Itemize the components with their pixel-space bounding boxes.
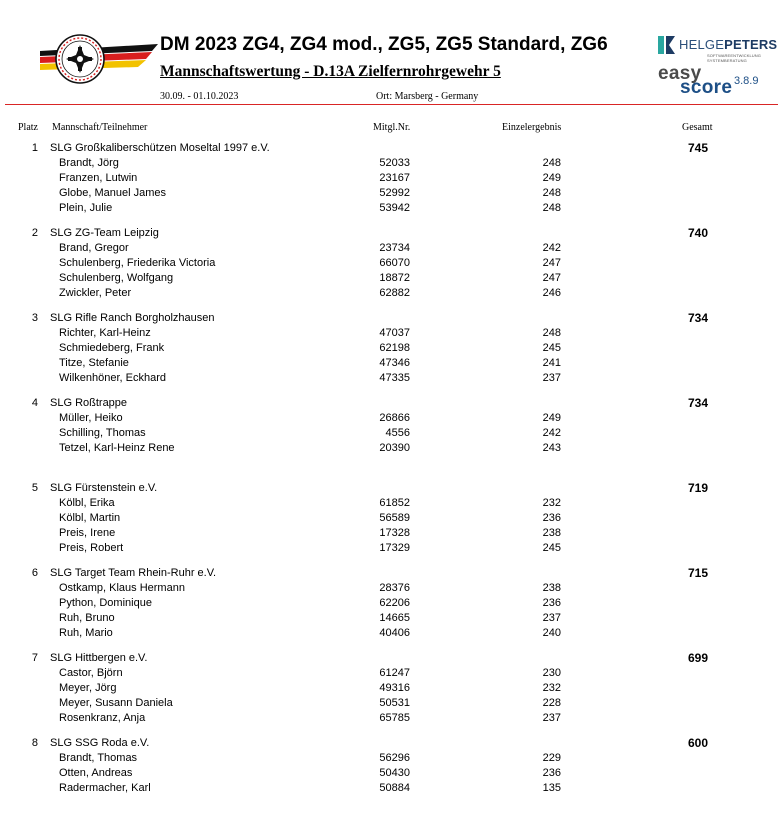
member-name: Brandt, Thomas	[59, 752, 138, 764]
member-row	[0, 666, 783, 681]
member-name: Zwickler, Peter	[59, 287, 132, 299]
member-name: Otten, Andreas	[59, 767, 133, 779]
member-name: Schulenberg, Wolfgang	[59, 272, 174, 284]
member-score: 135	[542, 782, 561, 794]
member-row	[0, 751, 783, 766]
member-row	[0, 256, 783, 271]
member-score: 228	[542, 697, 561, 709]
member-name: Richter, Karl-Heinz	[59, 327, 151, 339]
team-row	[0, 226, 783, 241]
member-row	[0, 411, 783, 426]
member-score: 230	[542, 667, 561, 679]
member-number: 62206	[379, 597, 410, 609]
member-row	[0, 626, 783, 641]
member-row	[0, 696, 783, 711]
member-number: 66070	[379, 257, 410, 269]
member-score: 249	[542, 172, 561, 184]
team-block	[0, 311, 783, 396]
team-block	[0, 651, 783, 736]
team-rank: 2	[31, 227, 38, 239]
team-name: SLG ZG-Team Leipzig	[50, 227, 159, 239]
team-rank: 3	[31, 312, 38, 324]
helgepeters-wordmark: HELGEPETERS	[679, 37, 778, 52]
member-row	[0, 356, 783, 371]
member-number: 28376	[379, 582, 410, 594]
member-score: 237	[542, 712, 561, 724]
team-name: SLG Hittbergen e.V.	[50, 652, 148, 664]
member-name: Radermacher, Karl	[59, 782, 151, 794]
member-number: 50430	[379, 767, 410, 779]
team-total: 745	[688, 141, 709, 155]
member-row	[0, 441, 783, 456]
member-score: 236	[542, 597, 561, 609]
member-name: Meyer, Jörg	[59, 682, 117, 694]
member-number: 62882	[379, 287, 410, 299]
header-divider	[5, 104, 778, 105]
team-row	[0, 736, 783, 751]
member-row	[0, 496, 783, 511]
member-number: 52992	[379, 187, 410, 199]
member-row	[0, 541, 783, 556]
member-number: 17329	[379, 542, 410, 554]
team-block	[0, 736, 783, 821]
team-row	[0, 396, 783, 411]
team-total: 699	[688, 651, 709, 665]
member-row	[0, 156, 783, 171]
member-name: Rosenkranz, Anja	[59, 712, 146, 724]
team-total: 715	[688, 566, 709, 580]
column-header-team: Mannschaft/Teilnehmer	[52, 122, 148, 133]
member-number: 47335	[379, 372, 410, 384]
member-number: 17328	[379, 527, 410, 539]
member-name: Python, Dominique	[59, 597, 152, 609]
team-row	[0, 141, 783, 156]
member-score: 249	[542, 412, 561, 424]
team-rank: 1	[31, 142, 38, 154]
member-name: Wilkenhöner, Eckhard	[59, 372, 166, 384]
member-name: Brand, Gregor	[59, 242, 129, 254]
team-rank: 7	[31, 652, 38, 664]
member-name: Schilling, Thomas	[59, 427, 146, 439]
team-total: 734	[688, 311, 709, 325]
team-name: SLG Roßtrappe	[50, 397, 128, 409]
column-header-member-no: Mitgl.Nr.	[373, 122, 411, 133]
member-row	[0, 766, 783, 781]
member-name: Globe, Manuel James	[59, 187, 166, 199]
team-row	[0, 566, 783, 581]
member-name: Kölbl, Martin	[59, 512, 121, 524]
member-number: 47346	[379, 357, 410, 369]
team-name: SLG Rifle Ranch Borgholzhausen	[50, 312, 215, 324]
team-block	[0, 396, 783, 481]
team-block	[0, 226, 783, 311]
member-score: 242	[542, 427, 561, 439]
member-row	[0, 326, 783, 341]
member-score: 247	[542, 257, 561, 269]
team-name: SLG Fürstenstein e.V.	[50, 482, 158, 494]
member-score: 236	[542, 767, 561, 779]
member-name: Castor, Björn	[59, 667, 123, 679]
member-name: Müller, Heiko	[59, 412, 123, 424]
member-score: 246	[542, 287, 561, 299]
member-name: Schmiedeberg, Frank	[59, 342, 165, 354]
member-row	[0, 526, 783, 541]
member-name: Franzen, Lutwin	[59, 172, 138, 184]
member-number: 53942	[379, 202, 410, 214]
member-name: Titze, Stefanie	[59, 357, 129, 369]
member-score: 237	[542, 612, 561, 624]
member-score: 248	[542, 327, 561, 339]
column-header-total: Gesamt	[682, 122, 713, 133]
member-name: Ruh, Mario	[59, 627, 113, 639]
easyscore-version: 3.8.9	[734, 75, 759, 87]
member-number: 23734	[379, 242, 410, 254]
member-score: 248	[542, 157, 561, 169]
team-block	[0, 481, 783, 566]
team-rank: 4	[31, 397, 38, 409]
event-location: Ort: Marsberg - Germany	[376, 91, 479, 102]
member-row	[0, 171, 783, 186]
member-number: 40406	[379, 627, 410, 639]
page-title: DM 2023 ZG4, ZG4 mod., ZG5, ZG5 Standard, ZG6	[160, 34, 608, 55]
member-name: Brandt, Jörg	[59, 157, 119, 169]
member-score: 238	[542, 527, 561, 539]
member-number: 61247	[379, 667, 410, 679]
member-row	[0, 371, 783, 386]
team-name: SLG Target Team Rhein-Ruhr e.V.	[50, 567, 217, 579]
team-total: 740	[688, 226, 709, 240]
event-dates: 30.09. - 01.10.2023	[160, 91, 239, 102]
member-number: 61852	[379, 497, 410, 509]
helgepeters-logo	[655, 34, 778, 66]
member-row	[0, 341, 783, 356]
member-score: 245	[542, 342, 561, 354]
team-row	[0, 311, 783, 326]
member-score: 247	[542, 272, 561, 284]
member-name: Schulenberg, Friederika Victoria	[59, 257, 216, 269]
easyscore-logo-easy: easy	[658, 63, 702, 84]
team-block	[0, 566, 783, 651]
member-number: 23167	[379, 172, 410, 184]
member-name: Kölbl, Erika	[59, 497, 115, 509]
member-row	[0, 681, 783, 696]
member-row	[0, 611, 783, 626]
member-name: Plein, Julie	[59, 202, 113, 214]
member-number: 52033	[379, 157, 410, 169]
member-score: 238	[542, 582, 561, 594]
member-number: 65785	[379, 712, 410, 724]
column-header-single-result: Einzelergebnis	[502, 122, 562, 133]
helgepeters-tagline: SYSTEMBERATUNG	[707, 58, 747, 63]
member-row	[0, 781, 783, 796]
member-row	[0, 241, 783, 256]
results-list	[0, 141, 783, 821]
team-rank: 8	[31, 737, 38, 749]
member-name: Preis, Irene	[59, 527, 116, 539]
member-name: Tetzel, Karl-Heinz Rene	[59, 442, 175, 454]
helgepeters-mark-icon	[655, 34, 677, 56]
team-total: 719	[688, 481, 709, 495]
member-score: 241	[542, 357, 561, 369]
member-number: 4556	[385, 427, 410, 439]
member-score: 248	[542, 202, 561, 214]
member-row	[0, 271, 783, 286]
page-subtitle: Mannschaftswertung - D.13A Zielfernrohrgewehr 5	[160, 63, 501, 80]
team-rank: 5	[31, 482, 38, 494]
member-number: 18872	[379, 272, 410, 284]
team-total: 600	[688, 736, 709, 750]
member-number: 50884	[379, 782, 410, 794]
member-name: Ostkamp, Klaus Hermann	[59, 582, 185, 594]
member-row	[0, 186, 783, 201]
member-number: 62198	[379, 342, 410, 354]
member-row	[0, 596, 783, 611]
member-number: 50531	[379, 697, 410, 709]
member-score: 229	[542, 752, 561, 764]
team-row	[0, 481, 783, 496]
team-block	[0, 141, 783, 226]
member-score: 240	[542, 627, 561, 639]
member-name: Preis, Robert	[59, 542, 124, 554]
member-score: 243	[542, 442, 561, 454]
member-score: 237	[542, 372, 561, 384]
federation-seal-icon	[34, 33, 164, 87]
member-row	[0, 426, 783, 441]
member-name: Meyer, Susann Daniela	[59, 697, 173, 709]
member-row	[0, 711, 783, 726]
member-score: 248	[542, 187, 561, 199]
member-name: Ruh, Bruno	[59, 612, 115, 624]
member-score: 232	[542, 682, 561, 694]
member-row	[0, 581, 783, 596]
member-number: 49316	[379, 682, 410, 694]
member-score: 232	[542, 497, 561, 509]
member-score: 236	[542, 512, 561, 524]
member-row	[0, 511, 783, 526]
member-number: 56589	[379, 512, 410, 524]
team-row	[0, 651, 783, 666]
member-number: 20390	[379, 442, 410, 454]
member-row	[0, 201, 783, 216]
member-row	[0, 286, 783, 301]
team-name: SLG SSG Roda e.V.	[50, 737, 150, 749]
member-number: 47037	[379, 327, 410, 339]
team-total: 734	[688, 396, 709, 410]
helgepeters-tagline: SOFTWAREENTWICKLUNG	[707, 53, 761, 58]
team-rank: 6	[31, 567, 38, 579]
member-score: 242	[542, 242, 561, 254]
team-name: SLG Großkaliberschützen Moseltal 1997 e.V.	[50, 142, 270, 154]
column-header-rank: Platz	[18, 122, 38, 133]
member-number: 14665	[379, 612, 410, 624]
member-number: 56296	[379, 752, 410, 764]
member-number: 26866	[379, 412, 410, 424]
easyscore-logo-score: score	[680, 77, 733, 98]
member-score: 245	[542, 542, 561, 554]
